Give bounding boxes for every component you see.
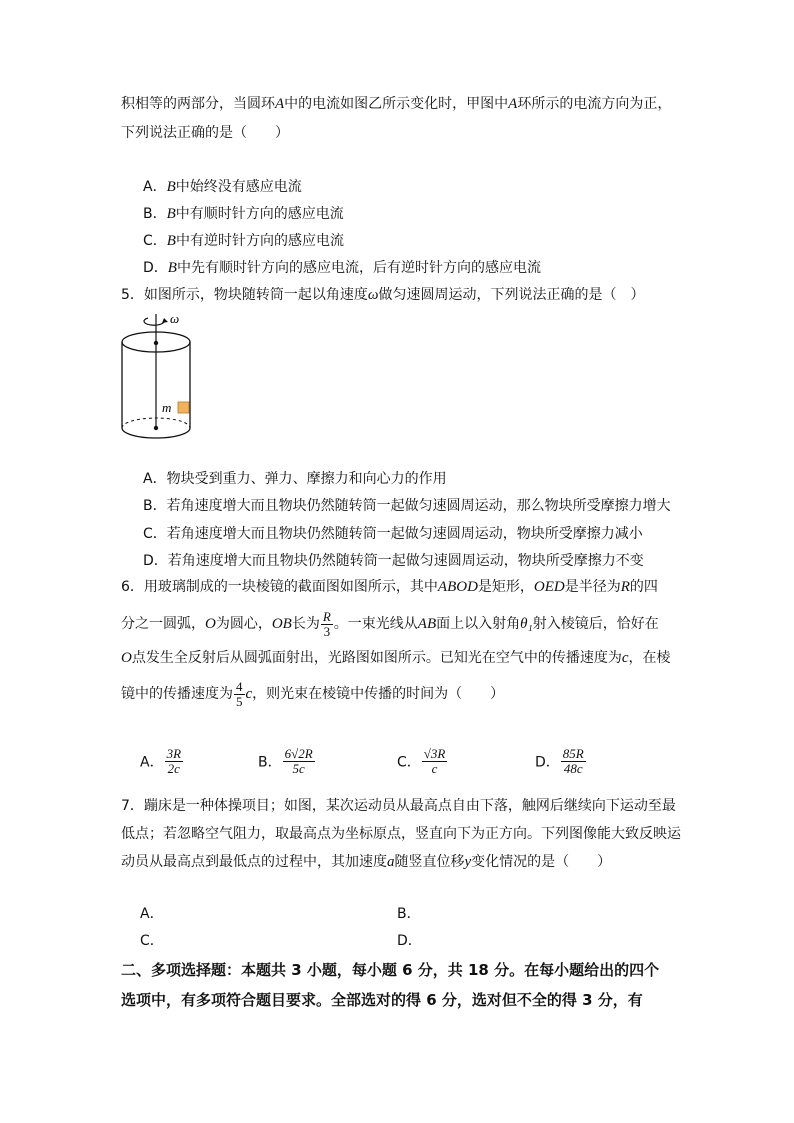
rotating-cylinder-figure xyxy=(112,310,200,460)
fraction-numerator: 85R xyxy=(562,746,584,761)
block-m xyxy=(178,402,189,413)
option-text: 若角速度增大而且物块仍然随转筒一起做匀速圆周运动，物块所受摩擦力不变 xyxy=(167,553,644,569)
q7-stem-line1 xyxy=(121,796,676,816)
option-fraction xyxy=(561,747,586,776)
q5-stem-text: 如图所示，物块随转筒一起以角速度 xyxy=(143,287,368,303)
section-2-heading-line2: 选项中，有多项符合题目要求。全部选对的得 6 分，选对但不全的得 3 分，有 xyxy=(121,991,643,1009)
omega-symbol: ω xyxy=(367,287,379,303)
fraction-denominator: c xyxy=(422,761,448,776)
option-fraction xyxy=(283,747,315,776)
mass-label: m xyxy=(162,400,172,415)
option-label: C． xyxy=(143,233,167,249)
q5-stem xyxy=(121,285,645,305)
fraction-denominator: 5 xyxy=(236,693,243,709)
var-a: a xyxy=(387,854,395,870)
var-c: c xyxy=(245,686,253,702)
q5-option-a[interactable] xyxy=(143,468,447,488)
option-label: D． xyxy=(143,553,168,569)
fraction-4-over-5 xyxy=(234,680,245,709)
var-ab: AB xyxy=(417,616,437,632)
fraction-numerator: 4 xyxy=(236,678,243,694)
fraction-numerator: √3R xyxy=(423,746,446,761)
question-number: 7． xyxy=(121,798,144,814)
var-a: A xyxy=(508,96,518,112)
option-label: C． xyxy=(397,754,421,771)
fraction-numerator: 3R xyxy=(166,746,182,761)
fraction-r-over-3 xyxy=(321,610,333,639)
q7-stem-text: 动员从最高点到最低点的过程中，其加速度 xyxy=(121,854,387,870)
arrow-head-icon xyxy=(162,318,168,323)
q7-stem-line2: 低点；若忽略空气阻力，取最高点为坐标原点，竖直向下为正方向。下列图像能大致反映运 xyxy=(121,826,681,842)
var-o: O xyxy=(121,650,132,666)
fraction-denominator: 3 xyxy=(321,624,333,639)
rotation-arrow-icon xyxy=(144,318,164,325)
q5-stem-text: 做匀速圆周运动，下列说法正确的是（ ） xyxy=(378,287,645,303)
var-abod: ABOD xyxy=(437,579,478,595)
q6-stem-line2 xyxy=(121,608,659,640)
q6-stem-text: 。一束光线从 xyxy=(333,616,418,632)
option-label: D． xyxy=(535,754,560,771)
var-b: B xyxy=(166,179,176,195)
option-label: B． xyxy=(258,754,282,771)
option-label: B． xyxy=(143,498,167,514)
option-text: 物块受到重力、弹力、摩擦力和向心力的作用 xyxy=(166,471,447,487)
q5-option-c[interactable] xyxy=(143,523,643,543)
q6-option-a[interactable] xyxy=(140,747,184,776)
q6-stem-text: 为圆心， xyxy=(215,616,272,632)
var-r: R xyxy=(620,579,630,595)
fraction-numerator: R xyxy=(322,608,331,624)
q6-option-c[interactable] xyxy=(397,747,448,776)
question-number: 5． xyxy=(121,287,144,303)
q6-stem-text: ，在棱 xyxy=(628,650,671,666)
var-b: B xyxy=(167,260,177,276)
var-oed: OED xyxy=(533,579,565,595)
option-fraction xyxy=(422,747,448,776)
option-text: 中始终没有感应电流 xyxy=(175,179,302,195)
q6-stem-text: 镜中的传播速度为 xyxy=(121,686,233,702)
axis-top-dot xyxy=(154,341,158,345)
omega-label: ω xyxy=(170,311,180,326)
q4-option-d[interactable] xyxy=(143,257,541,277)
var-c: c xyxy=(621,650,629,666)
q7-option-b[interactable]: B． xyxy=(397,906,421,922)
q7-stem-text: 随竖直位移 xyxy=(394,854,465,870)
q6-stem-text: 用玻璃制成的一块棱镜的截面图如图所示，其中 xyxy=(143,579,438,595)
q6-stem-line4 xyxy=(121,676,504,712)
q6-stem-text: 长为 xyxy=(291,616,320,632)
q4-stem-text: 环所示的电流方向为正， xyxy=(517,96,672,112)
option-label: A． xyxy=(143,179,167,195)
option-text: 中有顺时针方向的感应电流 xyxy=(175,206,344,222)
var-y: y xyxy=(464,854,472,870)
q6-stem-text: 的四 xyxy=(629,579,658,595)
question-number: 6． xyxy=(121,579,144,595)
q4-option-b[interactable] xyxy=(143,203,344,223)
fraction-denominator: 48c xyxy=(561,761,586,776)
q6-option-d[interactable] xyxy=(535,747,587,776)
q6-stem-text: 分之一圆弧， xyxy=(121,616,205,632)
q4-option-c[interactable] xyxy=(143,230,344,250)
q6-stem-text: 面上以入射角 xyxy=(436,616,521,632)
fraction-numerator: 6√2R xyxy=(284,746,313,761)
option-text: 若角速度增大而且物块仍然随转筒一起做匀速圆周运动，物块所受摩擦力减小 xyxy=(166,526,643,542)
q7-option-d[interactable]: D． xyxy=(397,933,422,949)
fraction-denominator: 2c xyxy=(165,761,183,776)
q6-option-b[interactable] xyxy=(258,747,316,776)
var-a: A xyxy=(275,96,285,112)
q5-option-d[interactable] xyxy=(143,550,644,570)
var-ob: OB xyxy=(271,616,292,632)
option-fraction xyxy=(165,747,183,776)
option-text: 若角速度增大而且物块仍然随转筒一起做匀速圆周运动，那么物块所受摩擦力增大 xyxy=(166,498,671,514)
var-b: B xyxy=(166,233,176,249)
q7-stem-text: 变化情况的是（ ） xyxy=(471,854,612,870)
fraction-denominator: 5c xyxy=(283,761,315,776)
q4-stem-text: 中的电流如图乙所示变化时，甲图中 xyxy=(284,96,509,112)
q6-stem-text: 是半径为 xyxy=(564,579,621,595)
q7-option-a[interactable]: A． xyxy=(140,906,164,922)
var-b: B xyxy=(166,206,176,222)
option-text: 中有逆时针方向的感应电流 xyxy=(175,233,344,249)
axis-bottom-dot xyxy=(154,426,158,430)
q7-option-c[interactable]: C． xyxy=(140,933,164,949)
q6-stem-text: 射入棱镜后，恰好在 xyxy=(532,616,659,632)
q7-stem-line3 xyxy=(121,852,611,872)
q5-option-b[interactable] xyxy=(143,495,671,515)
option-text: 中先有顺时针方向的感应电流，后有逆时针方向的感应电流 xyxy=(176,260,541,276)
option-label: B． xyxy=(143,206,167,222)
q6-stem-line3 xyxy=(121,648,671,668)
q4-option-a[interactable] xyxy=(143,176,302,196)
option-label: D． xyxy=(143,260,168,276)
q4-stem-text: 积相等的两部分，当圆环 xyxy=(121,96,275,112)
q7-stem-text: 蹦床是一种体操项目；如图，某次运动员从最高点自由下落，触网后继续向下运动至最 xyxy=(143,798,676,814)
theta-symbol: θ₁ xyxy=(520,616,533,632)
q6-stem-text: ，则光束在棱镜中传播的时间为（ ） xyxy=(252,686,505,702)
option-label: C． xyxy=(143,526,167,542)
option-label: A． xyxy=(143,471,167,487)
var-o: O xyxy=(205,616,216,632)
q4-stem-line1 xyxy=(121,94,671,114)
section-2-heading-line1: 二、多项选择题：本题共 3 小题，每小题 6 分，共 18 分。在每小题给出的四个 xyxy=(121,961,660,979)
q4-stem-line2: 下列说法正确的是（ ） xyxy=(121,125,289,141)
q6-stem-line1 xyxy=(121,577,658,597)
q6-stem-text: 点发生全反射后从圆弧面射出，光路图如图所示。已知光在空气中的传播速度为 xyxy=(131,650,622,666)
q6-stem-text: 是矩形， xyxy=(477,579,534,595)
option-label: A． xyxy=(140,754,164,771)
